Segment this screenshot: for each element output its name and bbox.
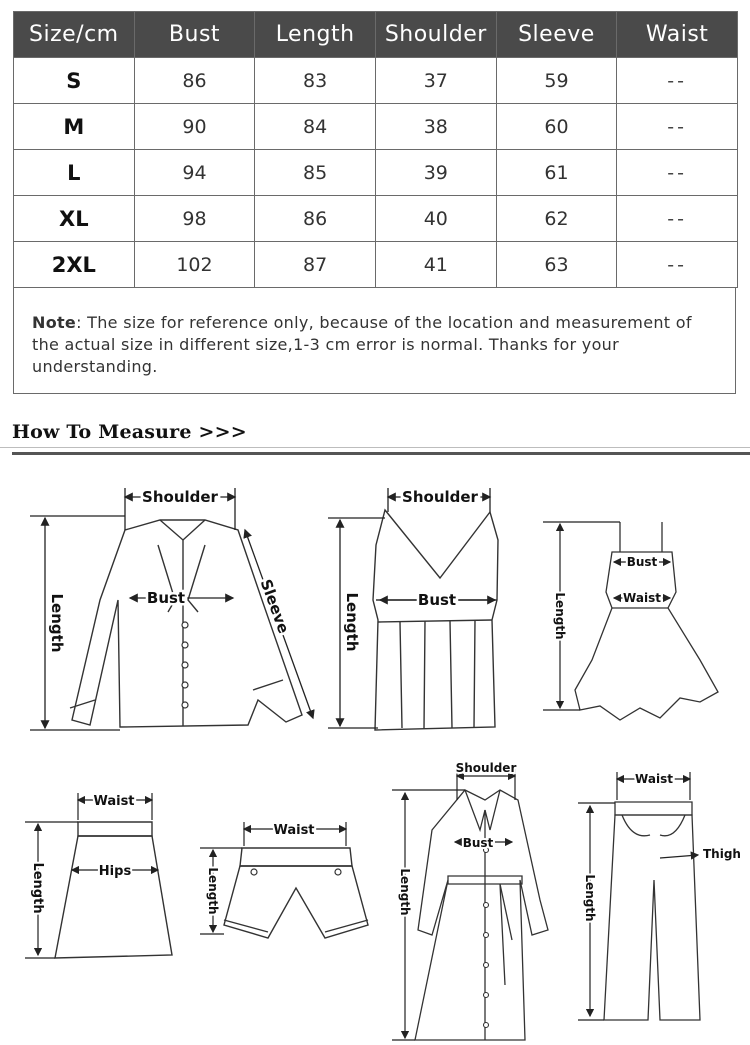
- waist-cell: --: [617, 104, 738, 150]
- table-row: [14, 196, 738, 242]
- skirt-length-label: Length: [30, 862, 45, 914]
- blouse-length-label: Length: [48, 593, 66, 653]
- tank-top-illustration: [373, 510, 498, 730]
- coat-buttons: [484, 848, 489, 1028]
- sleeve-cell: 60: [496, 104, 617, 150]
- blouse-sleeve-label: Sleeve: [256, 576, 293, 636]
- header-bust: Bust: [134, 12, 255, 58]
- bust-cell: 90: [134, 104, 255, 150]
- size-chart-table: [13, 11, 738, 288]
- blouse-shoulder-label: Shoulder: [142, 488, 218, 506]
- size-cell: L: [14, 150, 135, 196]
- length-cell: 85: [255, 150, 376, 196]
- slip-dress-waist-label: Waist: [623, 591, 661, 605]
- slip-dress-bust-label: Bust: [626, 555, 658, 569]
- header-sleeve: Sleeve: [496, 12, 617, 58]
- pants-illustration: [604, 802, 700, 1020]
- size-note: [32, 312, 722, 378]
- table-row: [14, 150, 738, 196]
- shorts-waist-label: Waist: [273, 823, 315, 838]
- shoulder-cell: 39: [375, 150, 496, 196]
- shorts-illustration: [224, 848, 368, 938]
- size-cell: M: [14, 104, 135, 150]
- pants-length-label: Length: [583, 874, 597, 922]
- shoulder-cell: 41: [375, 242, 496, 288]
- shoulder-cell: 40: [375, 196, 496, 242]
- table-row: [14, 104, 738, 150]
- waist-cell: --: [617, 242, 738, 288]
- slip-dress-illustration: [575, 522, 718, 720]
- length-cell: 84: [255, 104, 376, 150]
- shoulder-cell: 37: [375, 58, 496, 104]
- coat-bust-label: Bust: [462, 836, 494, 850]
- shoulder-cell: 38: [375, 104, 496, 150]
- blouse-bust-label: Bust: [146, 589, 186, 607]
- bust-cell: 98: [134, 196, 255, 242]
- coat-shoulder-label: Shoulder: [455, 761, 517, 775]
- sleeve-cell: 59: [496, 58, 617, 104]
- tank-top-bust-label: Bust: [417, 591, 457, 609]
- slip-dress-length-label: Length: [553, 592, 567, 640]
- pants-thigh-label: Thigh: [703, 847, 741, 861]
- note-body: : The size for reference only, because of the location and measurement of the actual size in different size,1-3 cm error is normal. Thanks for your understanding.: [32, 313, 692, 376]
- bust-cell: 94: [134, 150, 255, 196]
- measurement-diagram: [0, 470, 750, 1045]
- size-cell: XL: [14, 196, 135, 242]
- note-box: [13, 288, 736, 394]
- header-shoulder: Shoulder: [375, 12, 496, 58]
- size-cell: S: [14, 58, 135, 104]
- length-cell: 86: [255, 196, 376, 242]
- coat-length-label: Length: [398, 868, 412, 916]
- waist-cell: --: [617, 196, 738, 242]
- header-length: Length: [255, 12, 376, 58]
- header-size: Size/cm: [14, 12, 135, 58]
- skirt-illustration: [55, 822, 172, 958]
- tank-top-length-label: Length: [343, 592, 361, 652]
- size-chart-header-row: [14, 12, 738, 58]
- bust-cell: 86: [134, 58, 255, 104]
- table-row: [14, 58, 738, 104]
- shorts-buttons: [251, 869, 341, 875]
- waist-cell: --: [617, 150, 738, 196]
- coat-illustration: [415, 790, 548, 1040]
- table-row: [14, 242, 738, 288]
- sleeve-cell: 62: [496, 196, 617, 242]
- pants-waist-label: Waist: [635, 772, 673, 786]
- how-to-measure-title: How To Measure >>>: [12, 421, 247, 443]
- header-waist: Waist: [617, 12, 738, 58]
- note-label: Note: [32, 313, 77, 332]
- sleeve-cell: 61: [496, 150, 617, 196]
- shorts-length-label: Length: [206, 867, 220, 915]
- length-cell: 83: [255, 58, 376, 104]
- skirt-hips-label: Hips: [98, 864, 132, 879]
- shorts-measure-lines: [200, 822, 346, 934]
- waist-cell: --: [617, 58, 738, 104]
- divider: [12, 452, 750, 455]
- length-cell: 87: [255, 242, 376, 288]
- size-cell: 2XL: [14, 242, 135, 288]
- tank-top-shoulder-label: Shoulder: [402, 488, 478, 506]
- bust-cell: 102: [134, 242, 255, 288]
- sleeve-cell: 63: [496, 242, 617, 288]
- skirt-waist-label: Waist: [93, 794, 135, 809]
- divider: [0, 447, 750, 448]
